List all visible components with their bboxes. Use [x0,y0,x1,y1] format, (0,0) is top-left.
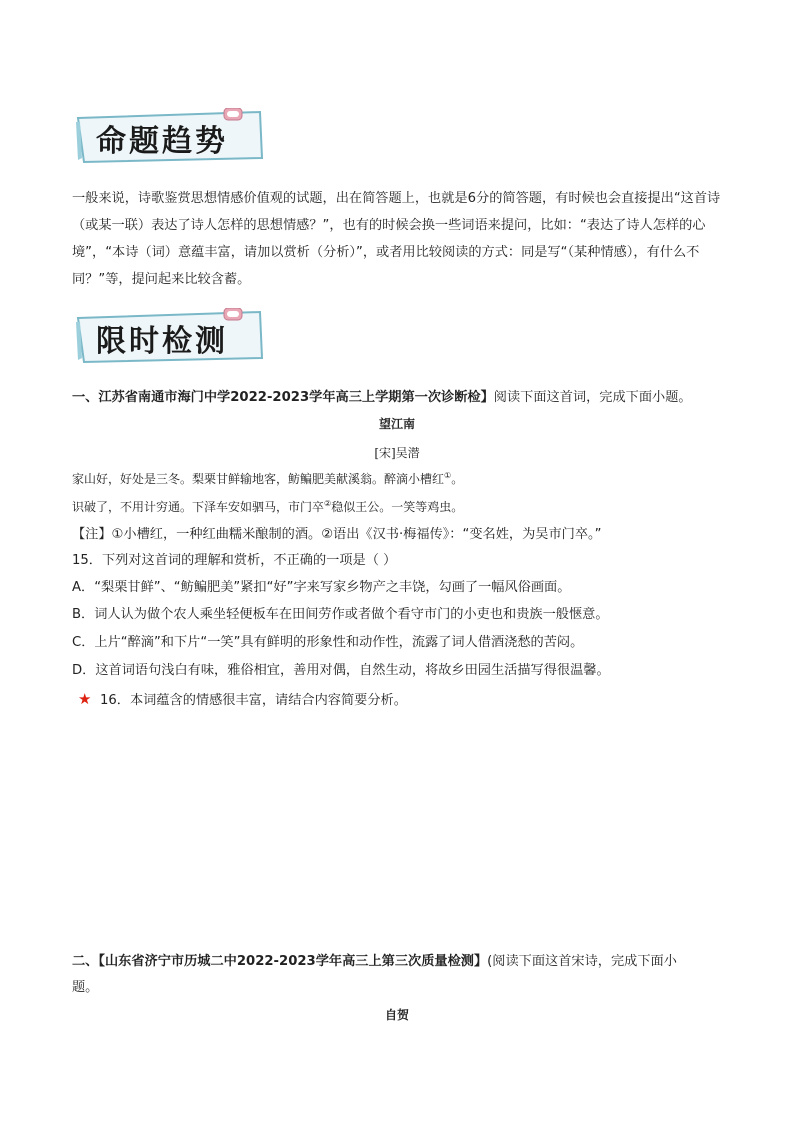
poem-line-text: 识破了，不用计穷通。下泽车安如驷马，市门卒 [72,500,325,514]
question-1-instruction: 阅读下面这首词，完成下面小题。 [493,390,692,405]
section-banner-trend [74,108,266,164]
poem-line-text: 。 [451,472,464,486]
option-b[interactable]: B．词人认为做个农人乘坐轻便板车在田间劳作或者做个看守市门的小吏也和贵族一般惬意。 [72,607,609,622]
star-icon: ★ [78,690,92,708]
question-15: 15．下列对这首词的理解和赏析，不正确的一项是（ ） [72,553,397,568]
section-banner-test [74,308,266,364]
poem-line-text: 家山好，好处是三冬。梨栗甘鲜输地客，鲂鳊肥美献溪翁。醉滴小槽红 [72,472,445,486]
section-title: 命题趋势 [96,124,228,159]
question-16: 16．本词蕴含的情感很丰富，请结合内容简要分析。 [100,693,407,708]
question-1-header [72,388,732,408]
poem-line [72,470,463,487]
question-2-header [72,952,732,972]
poem-title: 望江南 [378,417,415,431]
question-2-source: 【山东省济宁市历城二中2022-2023学年高三上第三次质量检测】 [98,954,488,969]
question-2-prefix: 二、 [72,954,99,969]
poem-notes: 【注】①小槽红，一种红曲糯米酿制的酒。②语出《汉书·梅福传》：“变名姓，为吴市门卒。” [72,527,602,542]
footnote-mark: ① [444,471,452,480]
section-title: 限时检测 [96,324,228,359]
question-2-instruction: (阅读下面这首宋诗，完成下面小 [487,954,677,969]
option-a[interactable]: A．“梨栗甘鲜”、“鲂鳊肥美”紧扣“好”字来写家乡物产之丰饶，勾画了一幅风俗画面。 [72,580,571,595]
poem-line-text: 稳似王公。一笑等鸡虫。 [331,500,464,514]
poem-line [72,498,463,515]
footnote-mark: ② [324,499,332,508]
intro-paragraph: 一般来说，诗歌鉴赏思想情感价值观的试题，出在简答题上，也就是6分的简答题，有时候也会直接提出“这首诗（或某一联）表达了诗人怎样的思想情感？”，也有的时候会换一些词语来提问，比如：“表达了诗人怎样的心境”，“本诗（词）意蕴丰富，请加以赏析（分析）”，或者用比较阅读的方式：同是写“（某种情感），有什么不同？”等，提问起来比较含蓄。 [72,191,721,287]
question-2-instruction-cont: 题。 [72,980,99,995]
option-c[interactable]: C．上片“醉滴”和下片“一笑”具有鲜明的形象性和动作性，流露了词人借酒浇愁的苦闷。 [72,635,584,650]
option-d[interactable]: D．这首词语句浅白有味，雅俗相宜，善用对偶，自然生动，将故乡田园生活描写得很温馨。 [72,663,610,678]
poem-title-2: 自贺 [384,1008,409,1022]
question-1-prefix: 一、 [72,390,99,405]
poem-author: [宋]吴潜 [374,446,420,460]
question-1-source: 江苏省南通市海门中学2022-2023学年高三上学期第一次诊断检】 [98,390,494,405]
